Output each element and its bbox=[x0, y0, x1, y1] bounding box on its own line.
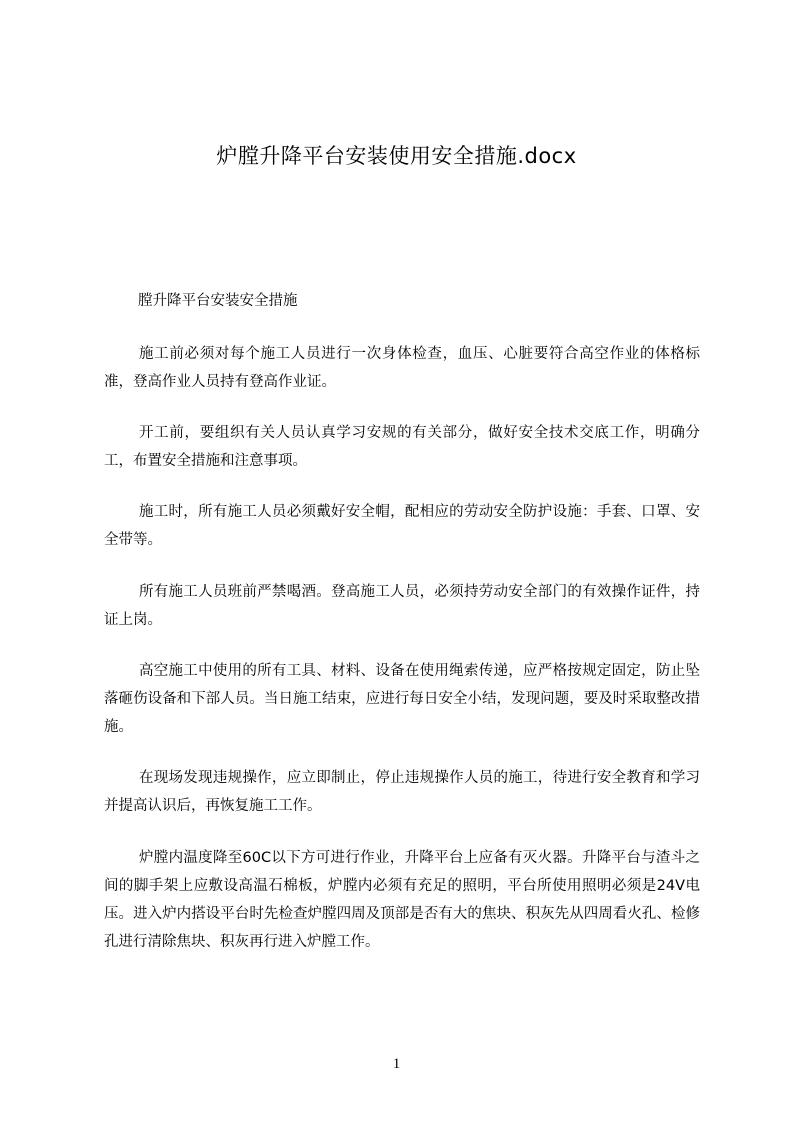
paragraph: 高空施工中使用的所有工具、材料、设备在使用绳索传递，应严格按规定固定，防止坠落砸伤设备和下部人员。当日施工结束，应进行每日安全小结，发现问题，要及时采取整改措施。 bbox=[104, 663, 700, 735]
section-heading: 膛升降平台安装安全措施 bbox=[138, 293, 298, 309]
paragraph: 施工时，所有施工人员必须戴好安全帽，配相应的劳动安全防护设施：手套、口罩、安全带等。 bbox=[104, 504, 700, 548]
paragraph: 在现场发现违规操作，应立即制止，停止违规操作人员的施工，待进行安全教育和学习并提高认识后，再恢复施工工作。 bbox=[104, 770, 700, 814]
paragraph: 所有施工人员班前严禁喝酒。登高施工人员，必须持劳动安全部门的有效操作证件，持证上岗。 bbox=[104, 584, 700, 628]
page-number: 1 bbox=[392, 1056, 401, 1072]
paragraph: 炉膛内温度降至60C以下方可进行作业，升降平台上应备有灭火器。升降平台与渣斗之间的脚手架上应敷设高温石棉板，炉膛内必须有充足的照明，平台所使用照明必须是24V电压。进入炉内搭设平台时先检查炉膛四周及顶部是否有大的焦块、积灰先从四周看火孔、检修孔进行清除焦块、积灰再行进入炉膛工作。 bbox=[104, 850, 700, 950]
paragraph: 开工前，要组织有关人员认真学习安规的有关部分，做好安全技术交底工作，明确分工，布置安全措施和注意事项。 bbox=[104, 425, 700, 469]
paragraph: 施工前必须对每个施工人员进行一次身体检查，血压、心脏要符合高空作业的体格标准，登高作业人员持有登高作业证。 bbox=[104, 346, 700, 390]
document-title: 炉膛升降平台安装使用安全措施.docx bbox=[216, 144, 577, 168]
